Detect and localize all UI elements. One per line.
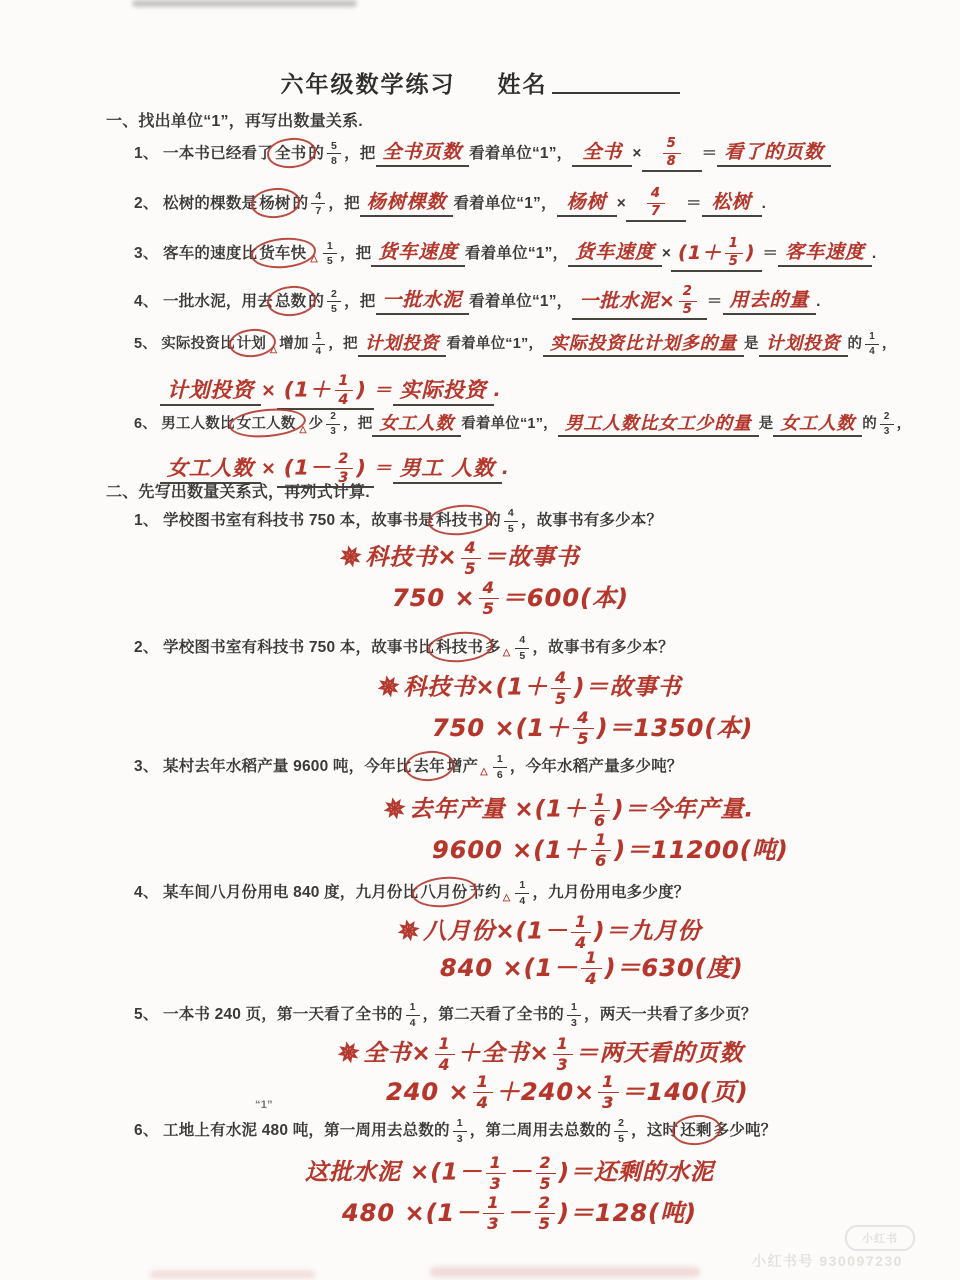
watermark-text: 小红书号 930097230 [752,1253,903,1269]
printed-text: 的 $\frac{1}{4}$ ， [847,331,897,358]
fraction [725,238,743,269]
fraction-numerator: 4 [311,191,325,205]
answer-blank: 全书页数 [376,140,470,167]
circled-word: 还剩 [678,1122,713,1141]
printed-text: ＝ [706,292,723,310]
fraction-denominator: 4 [409,1016,416,1029]
printed-text: 的 $\frac{4}{5}$ ，故事书有多少本？ [485,507,663,535]
answer-blank: 男工人数比女工少的量 [558,412,759,437]
printed-text: 的 $\frac{2}{5}$ ，把 [308,287,376,316]
answer-blank: 女工人数 [372,412,461,437]
answer-blank: 男工 人数 [393,455,502,484]
fraction-denominator: 3 [487,1214,500,1234]
fraction-numerator: 2 [335,452,354,469]
fraction-numerator: 1 [453,1118,467,1132]
star-mark-icon: ✵ [336,540,366,575]
handwritten-text: 去年产量 ×(1＋ $\frac{1}{6}$ )＝今年产量. [409,790,755,830]
fraction [581,950,601,988]
pencil-note: “1” [255,1099,273,1111]
answer-blank: 一批水泥× $\frac{2}{5}$ [572,284,706,320]
fraction-denominator: 5 [538,1214,551,1234]
handwritten-text: × [260,458,277,480]
handwritten-text: 840 ×(1－ $\frac{1}{4}$ )＝630(度) [440,948,744,989]
s2-item-4 [134,880,689,906]
handwritten-text: 科技书× $\frac{4}{5}$ ＝故事书 [365,538,580,578]
printed-text: 看着单位“1”， [469,292,573,310]
fraction-denominator: 3 [330,426,337,438]
printed-text: 看着单位“1”， [453,194,557,212]
watermark-badge-text: 小红书 [862,1233,898,1245]
fraction-numerator: 4 [479,580,499,599]
s2-item-2-relation [374,668,682,708]
answer-blank: 一批水泥 [376,288,470,315]
handwritten-text: 科技书×(1＋ $\frac{4}{5}$ )＝故事书 [403,668,682,708]
printed-text: 是 [758,415,774,432]
circled-word: 去年 [411,758,446,777]
fraction-numerator: 2 [326,412,340,425]
fraction [880,412,894,437]
cropped-ink-smudge [430,1267,700,1277]
printed-text: ＝ [685,194,702,212]
red-circle-icon [250,235,317,270]
fraction [598,1074,618,1112]
handwritten-text: . [493,380,502,402]
s2-item-1-relation [336,538,580,578]
printed-text: 1、 学校图书室有科技书 750 本，故事书是 [134,511,435,529]
fraction [571,914,591,950]
fraction-denominator: 3 [456,1132,463,1145]
s2-item-5 [134,1002,757,1028]
fraction [493,754,507,780]
printed-text: 多少吨？ [713,1121,777,1139]
printed-text: 看着单位“1”， [461,415,558,432]
fraction [573,710,593,748]
red-circle-icon [411,874,478,909]
fraction [327,141,341,167]
printed-text: 的 $\frac{5}{8}$ ，把 [308,139,376,168]
answer-blank: 货车速度 [371,240,465,267]
s2-item-2-calc [432,710,753,748]
fraction-denominator: 7 [315,205,322,218]
s1-item-3 [134,236,876,272]
handwritten-text: 480 ×(1－ $\frac{1}{3}$ － $\frac{2}{5}$ )＝128(吨) [342,1193,697,1234]
fraction [406,1002,420,1028]
fraction [453,1118,467,1144]
star-mark-icon: ✵ [374,670,404,705]
fraction-numerator: 1 [406,1002,420,1016]
answer-blank: 计划投资 [358,332,447,357]
fraction [590,792,610,828]
fraction [479,580,499,618]
printed-text: 多 [485,638,501,656]
printed-text: × [616,194,626,212]
answer-blank: 实际投资比计划多的量 [543,332,744,357]
circled-word: 总数 [273,293,308,312]
circled-word: 货车快 [257,245,308,264]
fraction-denominator: 3 [489,1173,502,1193]
s2-item-3-calc [432,832,789,870]
fraction [865,332,879,357]
handwritten-text: 240 × $\frac{1}{4}$ ＋240× $\frac{1}{3}$ ＝140(页) [386,1072,749,1113]
circled-word: 杨树 [257,195,292,214]
fraction-denominator: 5 [539,1173,552,1193]
fraction [327,289,341,315]
fraction-numerator: 4 [573,710,593,729]
s1-item-1 [134,136,831,172]
fraction-numerator: 1 [590,792,610,811]
correction-mark-icon: △ [502,647,511,659]
printed-text: 看着单位“1”， [446,335,544,352]
fraction-numerator: 2 [880,412,894,425]
section-1-heading [106,112,363,131]
answer-blank [642,136,702,172]
fraction [326,412,340,437]
s2-item-1 [134,508,662,534]
fraction [435,1036,455,1072]
circled-word: 全书 [273,145,308,164]
fraction-numerator: 2 [535,1195,555,1214]
fraction-denominator: 5 [555,688,568,708]
red-circle-icon [228,406,307,441]
answer-blank: (1＋ $\frac{1}{5}$ ) [671,236,762,272]
printed-text: 3、 某村去年水稻产量 9600 吨，今年比 [134,757,412,775]
fraction-numerator: 1 [486,1155,506,1174]
fraction-denominator: 4 [585,969,598,989]
fraction-denominator: 3 [602,1093,615,1113]
fraction-numerator: 4 [551,670,571,689]
fraction-numerator: 1 [591,832,611,851]
fraction [536,1155,556,1191]
answer-blank: 客车速度 [778,240,872,267]
fraction-denominator: 5 [728,253,739,269]
answer-blank: (1＋ $\frac{1}{4}$ ) [277,372,374,410]
printed-text: $\frac{1}{4}$ ，九月份用电多少度？ [512,880,689,906]
handwritten-text: 全书× $\frac{1}{4}$ ＋全书× $\frac{1}{3}$ ＝两天看的页数 [363,1034,744,1074]
answer-blank: 杨树 [557,190,617,217]
fraction-numerator: 5 [327,141,341,155]
s2-item-5-calc [386,1074,749,1112]
handwritten-text: 八月份×(1－ $\frac{1}{4}$ )＝九月份 [423,912,702,952]
answer-blank: 用去的量 [723,288,817,315]
s1-item-6-line-a [134,412,911,437]
printed-text: ＝ [762,244,779,262]
fraction [335,452,354,485]
s1-item-2 [134,186,766,222]
fraction-numerator: 5 [663,138,681,154]
fraction [535,1195,555,1233]
fraction-numerator: 1 [335,374,354,391]
printed-text: 看着单位“1”， [469,144,573,162]
page-title [0,66,960,99]
correction-mark-icon: △ [270,344,278,355]
fraction-denominator: 5 [464,558,477,578]
printed-text: 2、 学校图书室有科技书 750 本，故事书比 [134,638,435,656]
fraction [663,138,681,169]
fraction-denominator: 4 [438,1054,451,1074]
fraction-denominator: 7 [650,203,661,219]
fraction-numerator: 4 [515,635,529,649]
fraction-numerator: 1 [493,754,507,768]
fraction-denominator: 6 [496,768,503,781]
s2-item-5-relation [334,1034,744,1074]
answer-blank: 女工人数 [773,412,862,437]
answer-blank [626,186,686,222]
fraction-denominator: 5 [682,301,693,317]
s2-item-3 [134,754,683,780]
printed-text: ＝ [701,144,718,162]
fraction-numerator: 1 [435,1036,455,1055]
correction-mark-icon: △ [502,892,511,904]
fraction [553,1036,573,1072]
fraction-numerator: 4 [647,188,665,204]
correction-mark-icon: △ [310,253,318,265]
title-text: 六年级数学练习 [280,71,456,97]
fraction-denominator: 4 [575,932,588,952]
handwritten-text: 9600 ×(1＋ $\frac{1}{6}$ )＝11200(吨) [432,830,789,871]
correction-mark-icon: △ [480,766,488,778]
fraction [335,374,354,407]
handwritten-text: 750 ×(1＋ $\frac{4}{5}$ )＝1350(本) [432,708,754,749]
fraction-numerator: 1 [725,238,743,254]
s2-item-1-calc [392,580,629,618]
fraction-numerator: 1 [571,914,591,933]
fraction-numerator: 2 [536,1155,556,1174]
circled-word: 科技书 [434,639,485,658]
fraction-numerator: 1 [515,880,529,894]
answer-blank: 计划投资 [160,377,261,406]
s1-item-5-line-b [160,372,501,410]
fraction-denominator: 4 [338,392,350,409]
fraction-denominator: 5 [326,255,333,268]
fraction-numerator: 2 [327,289,341,303]
answer-blank: 杨树棵数 [360,190,454,217]
printed-text: $\frac{1}{5}$ ，把 [320,241,371,267]
fraction [311,191,325,217]
printed-text: 3、 客车的速度比 [134,244,258,262]
fraction-numerator: 1 [312,332,326,345]
fraction-denominator: 5 [331,303,338,316]
fraction-denominator: 6 [594,810,607,830]
handwritten-text: 这批水泥 ×(1－ $\frac{1}{3}$ － $\frac{2}{5}$ )＝还剩的水泥 [305,1153,715,1193]
fraction-numerator: 1 [323,241,337,255]
fraction-numerator: 1 [473,1074,493,1093]
printed-text: 增产 [446,757,479,775]
star-mark-icon: ✵ [394,914,424,949]
fraction-denominator: 4 [476,1093,489,1113]
fraction-denominator: 5 [507,522,514,535]
fraction-denominator: 3 [570,1016,578,1029]
cropped-ink-smudge [150,1271,315,1278]
s2-item-4-calc [440,950,744,988]
handwritten-text: ＝ [373,380,393,402]
s2-item-6-relation [305,1155,714,1191]
red-circle-icon [427,629,494,664]
s1-item-4 [134,284,821,320]
fraction-denominator: 4 [519,894,526,907]
printed-text: $\frac{4}{5}$ ，故事书有多少本？ [512,635,673,661]
fraction-numerator: 4 [504,508,518,522]
fraction [461,540,481,576]
s2-item-6-calc [342,1195,697,1233]
printed-text: 节约 [469,883,501,901]
fraction [614,1118,628,1144]
printed-text: 是 [744,335,759,352]
fraction-denominator: 5 [618,1132,625,1145]
handwritten-text: 750 × $\frac{4}{5}$ ＝600(本) [392,578,629,619]
handwritten-text: . [501,458,510,480]
printed-text: 增加 $\frac{1}{4}$ ，把 [279,331,358,358]
fraction-numerator: 1 [581,950,601,969]
star-mark-icon: ✵ [334,1036,364,1071]
printed-text: 6、 工地上有水泥 480 吨，第一周用去总数的 $\frac{1}{3}$ ，第二周用去总数的 $\frac{2}{5}$ ，这时 [134,1117,679,1145]
printed-text: 5、 实际投资比 [134,335,235,352]
printed-text: 二、先写出数量关系式，再列式计算. [106,484,370,501]
handwritten-text: ＝ [373,458,393,480]
circled-word: 八月份 [418,884,469,903]
printed-text: 一、找出单位“1”，再写出数量关系. [106,113,363,130]
fraction-denominator: 4 [315,346,322,358]
watermark-badge [845,1225,915,1251]
fraction-numerator: 1 [567,1002,581,1016]
printed-text: 的 $\frac{4}{7}$ ，把 [292,189,360,218]
printed-text: . [871,244,877,262]
printed-text: × [632,144,642,162]
answer-blank: 实际投资 [393,377,494,406]
fraction [312,332,326,357]
scan-smudge [132,0,357,7]
answer-blank: 货车速度 [568,240,662,267]
fraction [515,880,529,906]
printed-text: 2、 松树的棵数是 [134,194,258,212]
handwritten-text: × [260,380,277,402]
circled-word: 科技书 [434,512,485,531]
fraction [473,1074,493,1112]
fraction [515,635,529,661]
answer-blank: 看了的页数 [717,140,831,167]
fraction-numerator: 1 [598,1074,618,1093]
fraction-numerator: 1 [553,1036,573,1055]
printed-text: × [661,244,672,262]
s1-item-5-line-a [134,332,897,357]
fraction-denominator: 5 [519,649,526,662]
s2-item-6 [134,1118,776,1144]
fraction [551,670,571,706]
printed-text: . [761,194,767,212]
fraction [504,508,518,534]
section-2-heading [106,483,370,502]
fraction-denominator: 4 [869,346,875,358]
fraction-denominator: 5 [482,599,495,619]
fraction-denominator: 6 [594,851,608,871]
printed-text: 4、 一批水泥，用去 [134,292,273,310]
fraction-denominator: 8 [331,155,338,168]
printed-text: 少 $\frac{2}{3}$ ，把 [308,411,373,438]
s2-item-2 [134,635,674,661]
printed-text: 1、 一本书已经看了 [134,144,273,162]
fraction-denominator: 8 [666,153,677,169]
fraction-numerator: 2 [614,1118,628,1132]
s2-item-6-pencil-note [255,1099,273,1112]
fraction-denominator: 3 [338,470,350,487]
fraction [567,1002,581,1028]
answer-blank: 全书 [572,140,632,167]
fraction [679,286,697,317]
circled-word: 计划 [235,336,268,353]
printed-text: 的 $\frac{2}{3}$ ， [862,411,912,438]
printed-text: 4、 某车间八月份用电 840 度，九月份比 [134,883,419,901]
answer-blank: (1－ $\frac{2}{3}$ ) [277,450,374,488]
printed-text: $\frac{1}{6}$ ，今年水稻产量多少吨？ [490,754,683,780]
fraction-numerator: 2 [679,286,697,302]
fraction [486,1155,506,1191]
fraction [483,1195,503,1233]
printed-text: . [816,292,821,310]
fraction-denominator: 3 [556,1054,569,1074]
printed-text: 看着单位“1”， [465,244,569,262]
red-circle-icon [671,1113,723,1147]
answer-blank: 松树 [702,190,762,217]
answer-blank: 女工人数 [160,455,261,484]
red-circle-icon [404,749,456,783]
name-blank [552,69,680,94]
correction-mark-icon: △ [299,424,307,435]
printed-text: 5、 一本书 240 页，第一天看了全书的 $\frac{1}{4}$ ，第二天看了全书的 $\frac{1}{3}$ ，两天一共看了多少页？ [134,1001,757,1029]
fraction [647,188,665,219]
printed-text: 6、 男工人数比 [134,415,235,432]
fraction [591,832,611,870]
circled-word: 女工人数 [235,416,298,433]
name-label: 姓名 [497,71,548,97]
answer-blank: 计划投资 [759,332,848,357]
s2-item-4-relation [394,912,702,952]
fraction [323,241,337,267]
fraction-denominator: 3 [883,426,890,438]
fraction-numerator: 1 [865,332,879,345]
star-mark-icon: ✵ [380,792,410,827]
fraction-denominator: 5 [577,729,590,749]
fraction-numerator: 1 [483,1195,503,1214]
s2-item-3-relation [380,790,755,830]
fraction-numerator: 4 [461,540,481,559]
